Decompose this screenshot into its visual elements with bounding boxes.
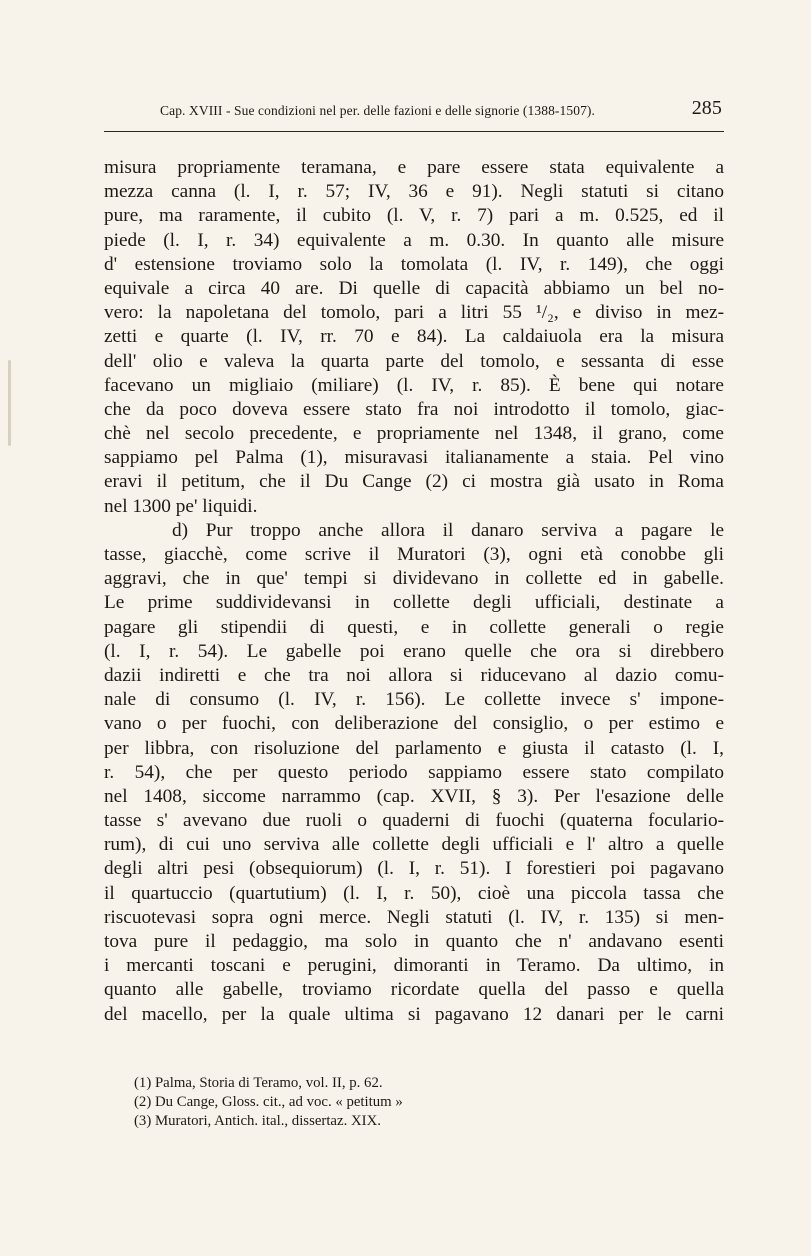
text-line: facevano un migliaio (miliare) (l. IV, r. 85). È bene qui notare	[104, 374, 724, 396]
text-line: tova pure il pedaggio, ma solo in quanto che n' andavano esenti	[104, 931, 724, 952]
text-line: sappiamo pel Palma (1), misuravasi italianamente a staia. Pel vino	[104, 447, 724, 469]
text-line: pure, ma raramente, il cubito (l. V, r. 7) pari a m. 0.525, ed il	[104, 205, 724, 227]
text-line: dazii indiretti e che tra noi allora si riducevano al dazio comu-	[104, 664, 724, 686]
running-head	[160, 97, 722, 119]
text-line: aggravi, che in que' tempi si dividevano in collette ed in gabelle.	[104, 568, 724, 590]
text-line: nale di consumo (l. IV, r. 156). Le collette invece s' impone-	[104, 689, 724, 711]
text-line: tasse s' avevano due ruoli o quaderni di fuochi (quaterna foculario-	[104, 810, 724, 832]
footnotes	[134, 1074, 694, 1131]
text-line: tasse, giacchè, come scrive il Muratori (3), ogni età conobbe gli	[104, 544, 724, 565]
footnote: (3) Muratori, Antich. ital., dissertaz. XIX.	[134, 1113, 381, 1129]
text-line: vano o per fuochi, con deliberazione del consiglio, o per estimo e	[104, 713, 724, 735]
text-line: d' estensione troviamo solo la tomolata (l. IV, r. 149), che oggi	[104, 253, 724, 275]
text-line: eravi il petitum, che il Du Cange (2) ci mostra già usato in Roma	[104, 471, 724, 493]
header-rule	[104, 131, 724, 132]
text-line: Le prime suddividevansi in collette degli ufficiali, destinate a	[104, 592, 724, 614]
text-line: riscuotevasi sopra ogni merce. Negli statuti (l. IV, r. 135) si men-	[104, 906, 724, 928]
text-line: degli altri pesi (obsequiorum) (l. I, r. 51). I forestieri poi pagavano	[104, 858, 724, 880]
text-line: d) Pur troppo anche allora il danaro serviva a pagare le	[172, 519, 724, 541]
page-edge-shadow	[8, 360, 11, 446]
text-line: zetti e quarte (l. IV, rr. 70 e 84). La caldaiuola era la misura	[104, 326, 724, 348]
footnote: (2) Du Cange, Gloss. cit., ad voc. « petitum »	[134, 1094, 403, 1110]
text-line: dell' olio e valeva la quarta parte del tomolo, e sessanta di esse	[104, 350, 724, 372]
text-line: vero: la napoletana del tomolo, pari a litri 55 ¹/₂, e diviso in mez-	[104, 302, 724, 324]
text-line: quanto alle gabelle, troviamo ricordate quella del passo e quella	[104, 979, 724, 1001]
text-line: che da poco doveva essere stato fra noi introdotto il tomolo, giac-	[104, 398, 724, 420]
text-line: misura propriamente teramana, e pare essere stata equivalente a	[104, 157, 724, 178]
text-line: equivale a circa 40 are. Di quelle di capacità abbiamo un bel no-	[104, 277, 724, 299]
text-line: mezza canna (l. I, r. 57; IV, 36 e 91). Negli statuti si citano	[104, 181, 724, 203]
body-text	[104, 156, 724, 1027]
text-line: nel 1300 pe' liquidi.	[104, 495, 258, 517]
text-line: il quartuccio (quartutium) (l. I, r. 50), cioè una piccola tassa che	[104, 882, 724, 904]
text-line: per libbra, con risoluzione del parlamento e giusta il catasto (l. I,	[104, 737, 724, 759]
text-line: pagare gli stipendii di questi, e in collette generali o regie	[104, 616, 724, 638]
text-line: del macello, per la quale ultima si pagavano 12 danari per le carni	[104, 1003, 724, 1025]
running-title: Cap. XVIII - Sue condizioni nel per. delle fazioni e delle signorie (1388-1507).	[160, 103, 595, 118]
footnote: (1) Palma, Storia di Teramo, vol. II, p. 62.	[134, 1075, 383, 1091]
text-line: r. 54), che per questo periodo sappiamo essere stato compilato	[104, 761, 724, 783]
text-line: i mercanti toscani e perugini, dimoranti in Teramo. Da ultimo, in	[104, 955, 724, 977]
text-line: chè nel secolo precedente, e propriamente nel 1348, il grano, come	[104, 423, 724, 445]
text-line: (l. I, r. 54). Le gabelle poi erano quelle che ora si direbbero	[104, 640, 724, 662]
page-number: 285	[691, 97, 722, 119]
text-line: nel 1408, siccome narrammo (cap. XVII, § 3). Per l'esazione delle	[104, 785, 724, 807]
text-line: rum), di cui uno serviva alle collette degli ufficiali e l' altro a quelle	[104, 834, 724, 856]
text-line: piede (l. I, r. 34) equivalente a m. 0.30. In quanto alle misure	[104, 229, 724, 251]
